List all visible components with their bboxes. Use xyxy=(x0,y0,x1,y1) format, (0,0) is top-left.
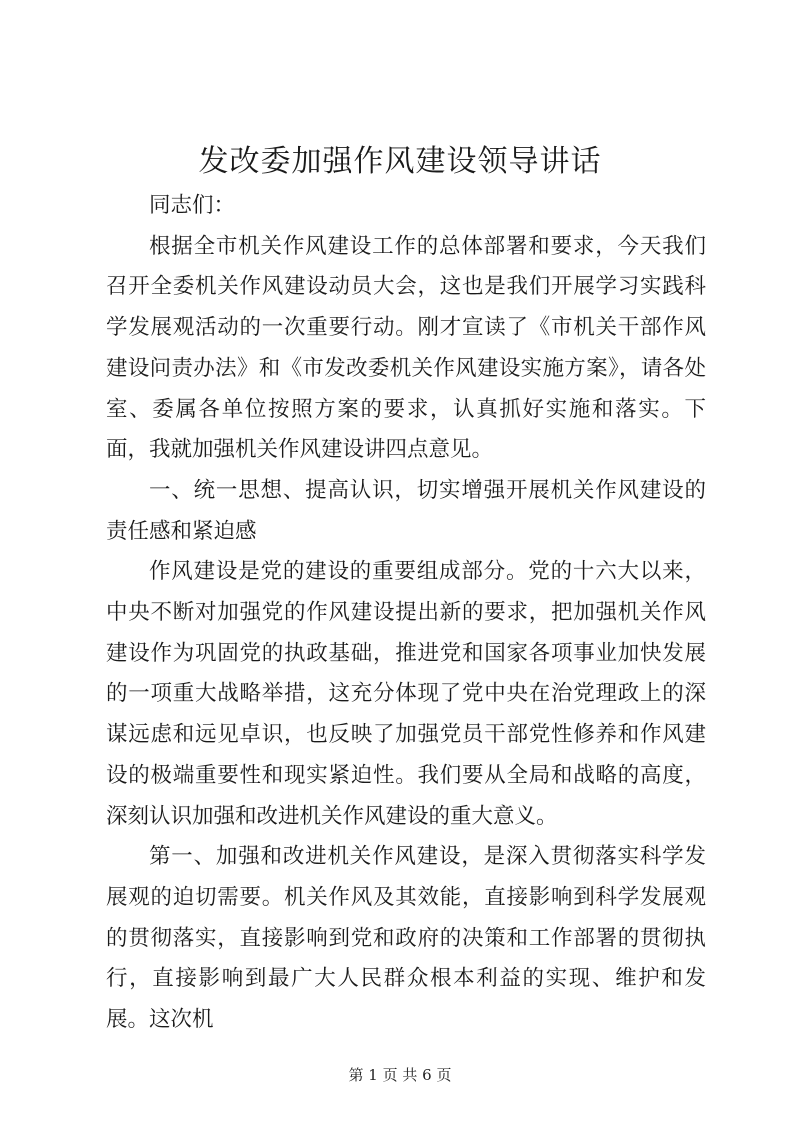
section-heading-one: 一、统一思想、提高认识，切实增强开展机关作风建设的责任感和紧迫感 xyxy=(106,477,706,544)
document-title: 发改委加强作风建设领导讲话 xyxy=(198,144,602,179)
body-paragraph: 作风建设是党的建设的重要组成部分。党的十六大以来，中央不断对加强党的作风建设提出新的要求，把加强机关作风建设作为巩固党的执政基础，推进党和国家各项事业加快发展的一项重大战略举措，这充分体现了党中央在治党理政上的深谋远虑和远见卓识，也反映了加强党员干部党性修养和作风建设的极端重要性和现实紧迫性。我们要从全局和战略的高度，深刻认识加强和改进机关作风建设的重大意义。 xyxy=(106,559,706,829)
intro-paragraph: 根据全市机关作风建设工作的总体部署和要求，今天我们召开全委机关作风建设动员大会，这也是我们开展学习实践科学发展观活动的一次重要行动。刚才宣读了《市机关干部作风建设问责办法》和《市发改委机关作风建设实施方案》，请各处室、委属各单位按照方案的要求，认真抓好实施和落实。下面，我就加强机关作风建设讲四点意见。 xyxy=(106,233,706,463)
salutation-paragraph: 同志们： xyxy=(149,193,236,218)
document-body xyxy=(106,186,706,1041)
page-footer: 第 1 页 共 6 页 xyxy=(348,1066,452,1084)
body-paragraph: 第一、加强和改进机关作风建设，是深入贯彻落实科学发展观的迫切需要。机关作风及其效能，直接影响到科学发展观的贯彻落实，直接影响到党和政府的决策和工作部署的贯彻执行，直接影响到最广大人民群众根本利益的实现、维护和发展。这次机 xyxy=(106,844,706,1033)
